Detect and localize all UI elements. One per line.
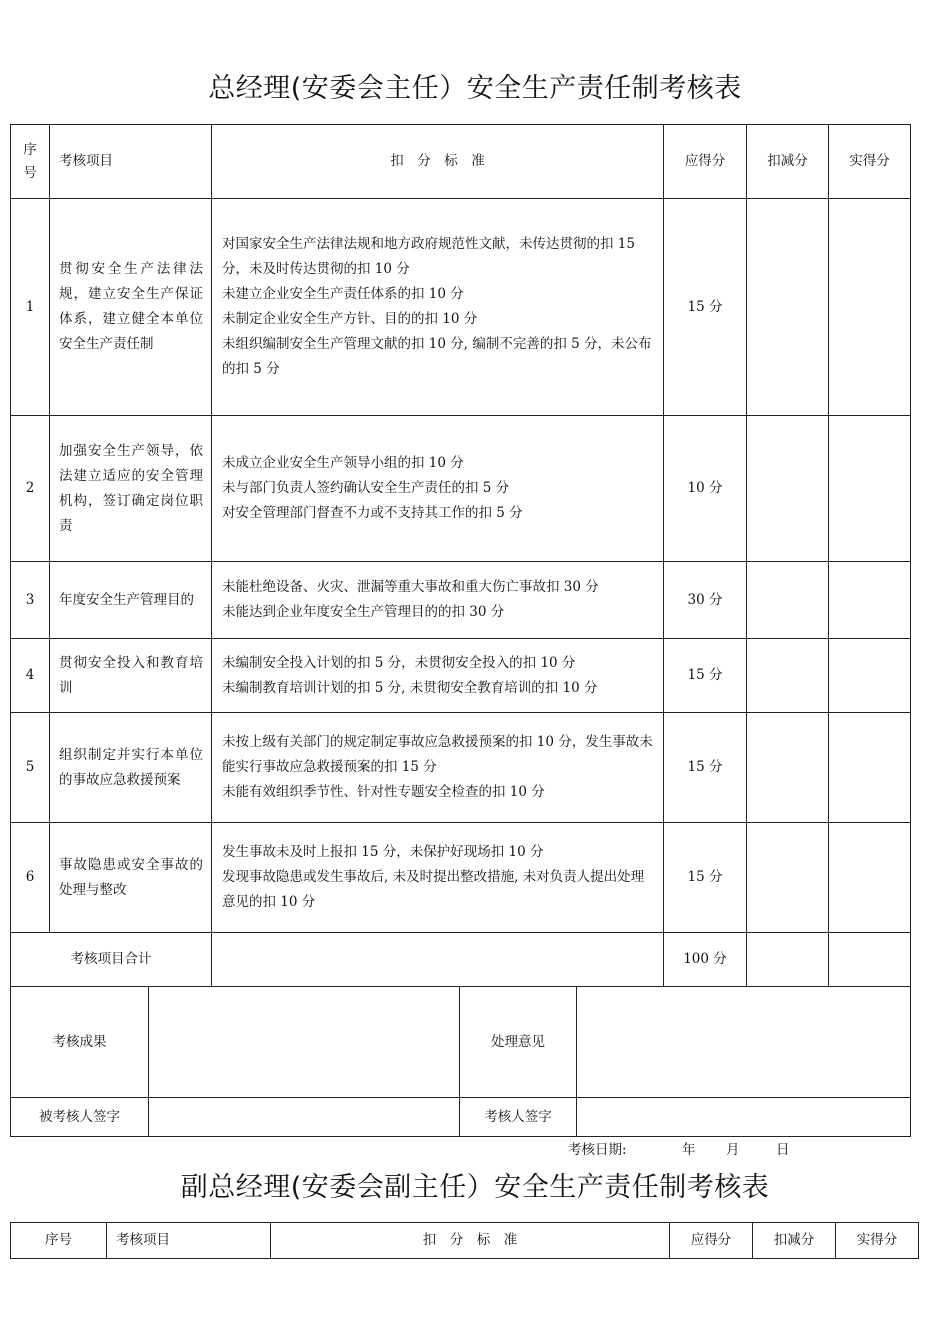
table-row: [11, 639, 911, 713]
table-row: [11, 562, 911, 639]
header-item: 考核项目: [50, 125, 212, 199]
header-seq: 序号: [11, 1223, 107, 1259]
row-due: 15 分: [664, 823, 747, 933]
row-deduct-cell[interactable]: [747, 823, 829, 933]
criteria-line: 未能达到企业年度安全生产管理目的的扣 30 分: [222, 604, 505, 620]
date-year: 年: [682, 1142, 696, 1158]
row-deduct-cell[interactable]: [747, 713, 829, 823]
row-criteria: [212, 562, 664, 639]
result-label: 考核成果: [11, 987, 149, 1098]
signature-row: [11, 1098, 911, 1137]
second-page-title: 副总经理(安委会副主任）安全生产责任制考核表: [180, 1172, 770, 1203]
criteria-line: 未建立企业安全生产责任体系的扣 10 分: [222, 286, 464, 302]
row-actual-cell[interactable]: [829, 823, 911, 933]
row-due: 15 分: [664, 199, 747, 416]
examiner-sign-label: 考核人签字: [460, 1098, 577, 1137]
row-seq: 3: [11, 562, 50, 639]
criteria-line: 未与部门负责人签约确认安全生产责任的扣 5 分: [222, 480, 510, 496]
second-assessment-table: [10, 1222, 919, 1259]
row-deduct-cell[interactable]: [747, 639, 829, 713]
criteria-line: 发现事故隐患或发生事故后, 未及时提出整改措施, 未对负责人提出处理意见的扣 10 分: [222, 869, 645, 910]
total-row: [11, 933, 911, 987]
row-actual-cell[interactable]: [829, 416, 911, 562]
table-row: [11, 199, 911, 416]
header-deduct: 扣减分: [753, 1223, 836, 1259]
row-item: 贯彻安全生产法律法规，建立安全生产保证体系，建立健全本单位安全生产责任制: [50, 199, 212, 416]
opinion-label: 处理意见: [460, 987, 577, 1098]
criteria-line: 未按上级有关部门的规定制定事故应急救援预案的扣 10 分，发生事故未能实行事故应急救援预案的扣 15 分: [222, 734, 653, 775]
total-deduct-cell[interactable]: [747, 933, 829, 987]
row-item: 加强安全生产领导，依法建立适应的安全管理机构，签订确定岗位职责: [50, 416, 212, 562]
row-seq: 6: [11, 823, 50, 933]
examinee-sign-cell[interactable]: [149, 1098, 460, 1137]
criteria-line: 对安全管理部门督查不力或不支持其工作的扣 5 分: [222, 505, 523, 521]
total-due: 100 分: [664, 933, 747, 987]
row-actual-cell[interactable]: [829, 199, 911, 416]
table-row: [11, 713, 911, 823]
row-seq: 5: [11, 713, 50, 823]
header-deduct: 扣减分: [747, 125, 829, 199]
row-deduct-cell[interactable]: [747, 199, 829, 416]
total-criteria-cell: [212, 933, 664, 987]
row-seq: 4: [11, 639, 50, 713]
total-actual-cell[interactable]: [829, 933, 911, 987]
row-due: 15 分: [664, 713, 747, 823]
row-deduct-cell[interactable]: [747, 416, 829, 562]
date-day: 日: [776, 1142, 790, 1158]
assessment-table: [10, 124, 911, 987]
criteria-line: 发生事故未及时上报扣 15 分，未保护好现场扣 10 分: [222, 844, 544, 860]
row-criteria: [212, 823, 664, 933]
criteria-line: 对国家安全生产法律法规和地方政府规范性文献，未传达贯彻的扣 15 分，未及时传达贯彻的扣 10 分: [222, 236, 635, 277]
row-seq: 1: [11, 199, 50, 416]
criteria-line: 未成立企业安全生产领导小组的扣 10 分: [222, 455, 464, 471]
total-label: 考核项目合计: [11, 933, 212, 987]
table-header-row: [11, 1223, 919, 1259]
row-deduct-cell[interactable]: [747, 562, 829, 639]
row-item: 事故隐患或安全事故的处理与整改: [50, 823, 212, 933]
examiner-sign-cell[interactable]: [577, 1098, 911, 1137]
header-actual: 实得分: [829, 125, 911, 199]
result-input-cell[interactable]: [149, 987, 460, 1098]
row-criteria: [212, 713, 664, 823]
row-criteria: [212, 639, 664, 713]
row-item: 贯彻安全投入和教育培训: [50, 639, 212, 713]
result-table: [10, 986, 911, 1137]
criteria-line: 未编制教育培训计划的扣 5 分, 未贯彻安全教育培训的扣 10 分: [222, 679, 598, 696]
examinee-sign-label: 被考核人签字: [11, 1098, 149, 1137]
criteria-line: 未编制安全投入计划的扣 5 分，未贯彻安全投入的扣 10 分: [222, 654, 576, 671]
result-row: [11, 987, 911, 1098]
header-seq: 序 号: [11, 125, 50, 199]
row-actual-cell[interactable]: [829, 562, 911, 639]
row-due: 30 分: [664, 562, 747, 639]
row-seq: 2: [11, 416, 50, 562]
row-actual-cell[interactable]: [829, 713, 911, 823]
date-label: 考核日期:: [568, 1142, 627, 1158]
table-row: [11, 416, 911, 562]
page-title: 总经理(安委会主任）安全生产责任制考核表: [208, 73, 742, 104]
row-item: 年度安全生产管理目的: [50, 562, 212, 639]
row-criteria: [212, 416, 664, 562]
row-due: 15 分: [664, 639, 747, 713]
date-month: 月: [726, 1142, 740, 1158]
header-actual: 实得分: [836, 1223, 919, 1259]
header-criteria: 扣 分 标 准: [212, 125, 664, 199]
assessment-date: [568, 1138, 790, 1158]
header-due: 应得分: [670, 1223, 753, 1259]
header-due: 应得分: [664, 125, 747, 199]
header-criteria: 扣 分 标 准: [271, 1223, 670, 1259]
row-item: 组织制定并实行本单位的事故应急救援预案: [50, 713, 212, 823]
criteria-line: 未组织编制安全生产管理文献的扣 10 分, 编制不完善的扣 5 分，未公布的扣 5 分: [222, 336, 652, 377]
criteria-line: 未能杜绝设备、火灾、泄漏等重大事故和重大伤亡事故扣 30 分: [222, 579, 599, 595]
opinion-input-cell[interactable]: [577, 987, 911, 1098]
row-criteria: [212, 199, 664, 416]
table-row: [11, 823, 911, 933]
row-actual-cell[interactable]: [829, 639, 911, 713]
header-item: 考核项目: [107, 1223, 271, 1259]
table-header-row: [11, 125, 911, 199]
criteria-line: 未能有效组织季节性、针对性专题安全检查的扣 10 分: [222, 784, 545, 800]
criteria-line: 未制定企业安全生产方针、目的的扣 10 分: [222, 311, 478, 327]
row-due: 10 分: [664, 416, 747, 562]
